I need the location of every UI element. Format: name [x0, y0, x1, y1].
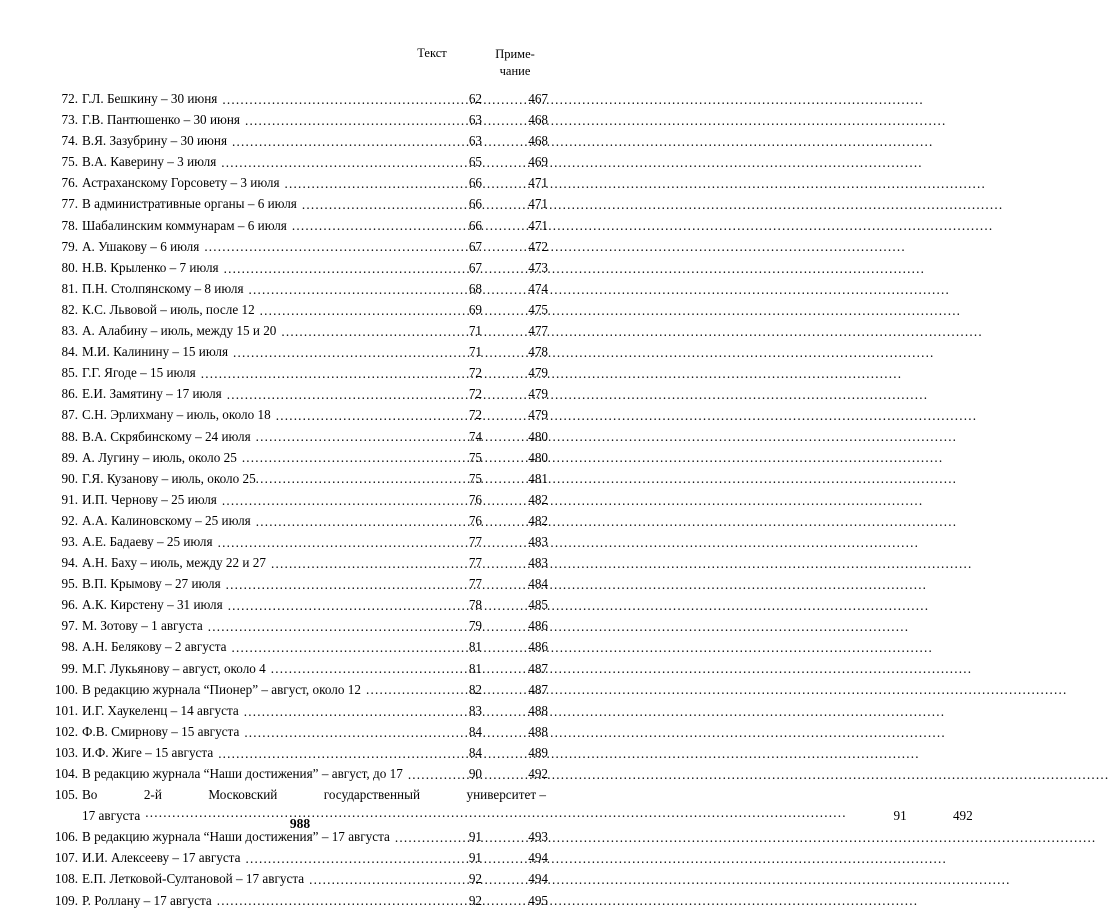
toc-entry-body	[82, 658, 422, 679]
toc-entry-title: В редакцию журнала “Наши достижения” – август, до 17	[82, 766, 403, 781]
toc-entry-body	[82, 890, 422, 911]
toc-entry-title: С.Н. Эрлихману – июль, около 18	[82, 407, 271, 423]
toc-entry-note: 471	[528, 196, 548, 212]
toc-entry	[48, 700, 548, 721]
toc-entry-page: 72	[468, 365, 482, 381]
toc-entry	[48, 447, 548, 468]
toc-entry	[48, 426, 548, 447]
toc-entry-body	[82, 320, 422, 341]
toc-entry-page: 71	[468, 323, 482, 339]
toc-entry	[48, 658, 548, 679]
toc-entry	[48, 130, 548, 151]
toc-entry	[48, 109, 548, 130]
toc-entry-number: 78.	[61, 217, 78, 233]
toc-entry-page: 72	[468, 386, 482, 402]
toc-entry	[48, 489, 548, 510]
toc-entry-note: 495	[528, 892, 548, 908]
toc-entry-body	[82, 109, 422, 130]
toc-entry-number: 81.	[61, 280, 78, 296]
toc-entry-page: 62	[468, 91, 482, 106]
toc-entry-number: 83.	[61, 323, 78, 339]
toc-entry-page: 74	[468, 428, 482, 444]
toc-entry-title: А. Лугину – июль, около 25	[82, 449, 237, 465]
toc-entry	[48, 636, 548, 657]
toc-entry-note: 471	[528, 175, 548, 191]
toc-entry-body	[82, 531, 422, 552]
toc-entry-page: 91	[893, 808, 907, 824]
dot-leader	[302, 197, 1004, 210]
toc-entry	[48, 763, 548, 784]
toc-entry-page: 77	[468, 555, 482, 571]
toc-entry-body	[82, 721, 422, 742]
toc-entry	[48, 88, 548, 109]
toc-entry-note: 487	[528, 660, 548, 676]
toc-entry-note: 469	[528, 154, 548, 170]
toc-entry-body	[82, 468, 422, 489]
toc-entry-number: 86.	[61, 386, 78, 402]
toc-entry	[48, 679, 548, 700]
toc-entry	[48, 868, 548, 889]
dot-leader	[256, 430, 958, 443]
toc-entry-page: 76	[468, 512, 482, 528]
toc-entry-note: 482	[528, 512, 548, 528]
toc-entry	[48, 299, 548, 320]
toc-entry	[48, 552, 548, 573]
toc-entry-note: 489	[528, 744, 548, 760]
dot-leader	[271, 662, 973, 675]
toc-entry-title: А.А. Калиновскому – 25 июля	[82, 512, 251, 528]
table-of-contents	[48, 88, 973, 911]
toc-entry-number: 96.	[61, 597, 78, 613]
toc-entry-title-word: государственный	[323, 787, 421, 803]
toc-entry-page: 92	[468, 871, 482, 887]
toc-entry-title: В.А. Каверину – 3 июля	[82, 154, 217, 170]
toc-entry-note: 494	[528, 850, 548, 866]
toc-entry-number: 104.	[54, 766, 78, 781]
toc-entry-number: 108.	[54, 871, 78, 887]
toc-entry-page: 82	[468, 681, 482, 697]
toc-entry-title-word: Во	[82, 787, 98, 803]
toc-entry-body	[82, 742, 422, 763]
toc-entry-page: 81	[468, 660, 482, 676]
toc-entry-number: 89.	[61, 449, 78, 465]
toc-entry-note: 468	[528, 112, 548, 128]
toc-entry-title: К.С. Львовой – июль, после 12	[82, 301, 255, 317]
dot-leader	[256, 472, 958, 485]
toc-entry-body	[82, 215, 422, 236]
toc-entry-title: Г.Я. Кузанову – июль, около 25	[82, 470, 256, 486]
dot-leader	[208, 619, 910, 632]
toc-entry-page: 66	[468, 175, 482, 191]
toc-entry-body	[82, 88, 422, 109]
toc-entry-body	[82, 299, 422, 320]
toc-entry-title: Е.И. Замятину – 17 июля	[82, 386, 222, 402]
toc-entry-number: 93.	[61, 533, 78, 549]
dot-leader	[366, 683, 1068, 696]
toc-entry	[48, 404, 548, 425]
toc-entry-page: 90	[468, 766, 482, 781]
toc-entry-note: 474	[528, 280, 548, 296]
toc-entry	[48, 890, 548, 911]
dot-leader	[256, 514, 958, 527]
toc-entry-page: 63	[468, 133, 482, 149]
toc-entry-body	[82, 763, 422, 784]
toc-entry-page: 65	[468, 154, 482, 170]
toc-entry-number: 79.	[61, 238, 78, 254]
toc-entry-title: И.Ф. Жиге – 15 августа	[82, 744, 214, 760]
toc-entry-title: Г.Г. Ягоде – 15 июля	[82, 365, 196, 381]
toc-entry-page: 76	[468, 491, 482, 507]
toc-entry-line-1	[48, 784, 548, 805]
toc-entry-body	[82, 636, 422, 657]
toc-entry-number: 105.	[54, 787, 78, 803]
toc-entry-body	[82, 383, 422, 404]
toc-entry-page: 77	[468, 533, 482, 549]
toc-entry-title: А. Ушакову – 6 июля	[82, 238, 200, 254]
dot-leader	[309, 872, 1011, 885]
toc-entry-title: М. Зотову – 1 августа	[82, 618, 203, 634]
toc-entry-body	[82, 847, 422, 868]
toc-entry-body	[82, 868, 422, 889]
toc-entry-note: 479	[528, 365, 548, 381]
toc-entry-number: 85.	[61, 365, 78, 381]
toc-entry-title: Астраханскому Горсовету – 3 июля	[82, 175, 280, 191]
toc-entry-note: 480	[528, 449, 548, 465]
toc-entry-number: 91.	[61, 491, 78, 507]
toc-entry-body	[82, 489, 422, 510]
toc-entry-page: 66	[468, 217, 482, 233]
toc-entry-title-word: Московский	[208, 787, 278, 803]
toc-entry-note: 471	[528, 217, 548, 233]
toc-entry-title-word: 2-й	[143, 787, 162, 803]
toc-entry-page: 69	[468, 301, 482, 317]
toc-entry-note: 468	[528, 133, 548, 149]
toc-entry-body	[82, 510, 422, 531]
toc-entry-title: М.Г. Лукьянову – август, около 4	[82, 660, 266, 676]
toc-entry	[48, 278, 548, 299]
toc-entry-note: 467	[528, 91, 548, 106]
toc-entry	[48, 573, 548, 594]
toc-entry-number: 74.	[61, 133, 78, 149]
dot-leader	[227, 387, 929, 400]
toc-entry-title: В редакцию журнала “Пионер” – август, около 12	[82, 681, 361, 697]
toc-entry-page: 81	[468, 639, 482, 655]
toc-entry-page: 91	[468, 829, 482, 845]
dot-leader	[224, 261, 926, 274]
column-header-note-line2: чание	[499, 63, 531, 78]
toc-entry-body	[82, 257, 422, 278]
toc-entry	[48, 193, 548, 214]
toc-entry-body	[82, 594, 422, 615]
dot-leader	[245, 851, 947, 864]
toc-entry-note: 479	[528, 407, 548, 423]
toc-entry-title: П.Н. Столпянскому – 8 июля	[82, 280, 244, 296]
toc-entry-title: Г.Л. Бешкину – 30 июня	[82, 91, 218, 106]
toc-entry-note: 492	[952, 808, 973, 824]
toc-entry-page: 84	[468, 723, 482, 739]
toc-entry-number: 102.	[54, 723, 78, 739]
toc-entry-page: 63	[468, 112, 482, 128]
toc-entry	[48, 383, 548, 404]
toc-entry-body	[82, 552, 422, 573]
toc-entry	[48, 320, 548, 341]
toc-entry-note: 485	[528, 597, 548, 613]
dot-leader	[249, 282, 951, 295]
toc-entry	[48, 257, 548, 278]
toc-entry-note: 493	[528, 829, 548, 845]
toc-entry-note: 482	[528, 491, 548, 507]
toc-entry-page: 84	[468, 744, 482, 760]
toc-entry-page: 79	[468, 618, 482, 634]
toc-entry-number: 80.	[61, 259, 78, 275]
toc-entry-title: И.П. Чернову – 25 июля	[82, 491, 217, 507]
toc-entry	[48, 236, 548, 257]
column-headers	[48, 46, 548, 92]
dot-leader	[222, 92, 924, 105]
toc-entry-title: В.Я. Зазубрину – 30 июня	[82, 133, 228, 149]
toc-entry	[48, 721, 548, 742]
toc-entry-body	[82, 236, 422, 257]
toc-entry-note: 487	[528, 681, 548, 697]
toc-entry-body	[82, 573, 422, 594]
toc-entry-page: 66	[468, 196, 482, 212]
toc-entry-note: 473	[528, 259, 548, 275]
toc-entry-number: 82.	[61, 301, 78, 317]
toc-entry-body	[82, 278, 422, 299]
toc-entry	[48, 151, 548, 172]
toc-entry-page: 92	[468, 892, 482, 908]
toc-entry	[48, 215, 548, 236]
dot-leader	[218, 535, 920, 548]
dot-leader	[395, 830, 1097, 843]
toc-entry-title: А. Алабину – июль, между 15 и 20	[82, 323, 277, 339]
toc-entry	[48, 510, 548, 531]
toc-entry-note: 481	[528, 470, 548, 486]
dot-leader	[271, 556, 973, 569]
toc-entry-page: 91	[468, 850, 482, 866]
toc-entry	[48, 341, 548, 362]
toc-entry-note: 486	[528, 639, 548, 655]
toc-entry-note: 492	[528, 766, 548, 781]
toc-entry-title: А.Н. Баху – июль, между 22 и 27	[82, 555, 266, 571]
toc-entry-title-word: университет –	[466, 787, 546, 803]
toc-entry-note: 472	[528, 238, 548, 254]
dot-leader	[228, 598, 930, 611]
toc-entry-title: А.К. Кирстену – 31 июля	[82, 597, 223, 613]
dot-leader	[201, 366, 903, 379]
toc-entry-note: 483	[528, 555, 548, 571]
toc-entry-note: 488	[528, 702, 548, 718]
toc-entry-note: 475	[528, 301, 548, 317]
toc-entry-page: 83	[468, 702, 482, 718]
toc-entry-number: 106.	[54, 829, 78, 845]
toc-entry-title: В.А. Скрябинскому – 24 июля	[82, 428, 251, 444]
toc-entry-number: 99.	[61, 660, 78, 676]
toc-entry	[48, 172, 548, 193]
dot-leader	[244, 725, 946, 738]
dot-leader	[285, 176, 987, 189]
toc-entry-page: 72	[468, 407, 482, 423]
page-folio: 988	[289, 816, 311, 831]
toc-entry-note: 486	[528, 618, 548, 634]
toc-entry-title	[82, 784, 548, 805]
toc-entry-title: А.Е. Бадаеву – 25 июля	[82, 533, 213, 549]
toc-entry-page: 77	[468, 576, 482, 592]
toc-entry-title: Н.В. Крыленко – 7 июля	[82, 259, 219, 275]
toc-entry-title: Ф.В. Смирнову – 15 августа	[82, 723, 240, 739]
toc-entry	[48, 468, 548, 489]
dot-leader	[217, 894, 919, 907]
toc-entry-body	[82, 362, 422, 383]
column-header-note	[482, 46, 548, 80]
toc-entry	[48, 531, 548, 552]
dot-leader	[221, 155, 923, 168]
toc-entry-title: В редакцию журнала “Наши достижения” – 17 августа	[82, 829, 390, 845]
toc-entry-page: 78	[468, 597, 482, 613]
toc-entry	[48, 362, 548, 383]
toc-entry-body	[82, 341, 422, 362]
toc-entry-note: 480	[528, 428, 548, 444]
toc-entry-note: 494	[528, 871, 548, 887]
toc-entry-title: Г.В. Пантюшенко – 30 июня	[82, 112, 240, 128]
toc-entry-number: 97.	[61, 618, 78, 634]
toc-entry-number: 73.	[61, 112, 78, 128]
dot-leader	[204, 240, 906, 253]
toc-entry-page: 67	[468, 238, 482, 254]
toc-entry	[48, 742, 548, 763]
dot-leader	[281, 324, 983, 337]
toc-entry-title: М.И. Калинину – 15 июля	[82, 344, 229, 360]
toc-entry-page: 67	[468, 259, 482, 275]
toc-entry-title: А.Н. Белякову – 2 августа	[82, 639, 227, 655]
toc-entry-body	[82, 193, 422, 214]
toc-entry-body	[82, 679, 422, 700]
dot-leader	[233, 345, 935, 358]
toc-entry-title: Е.П. Летковой-Султановой – 17 августа	[82, 871, 305, 887]
toc-entry-note: 477	[528, 323, 548, 339]
toc-entry-number: 100.	[54, 681, 78, 697]
toc-entry-number: 95.	[61, 576, 78, 592]
toc-entry-body	[82, 700, 422, 721]
toc-entry-title-continued: 17 августа	[82, 808, 141, 824]
toc-entry-body	[82, 404, 422, 425]
dot-leader	[276, 408, 978, 421]
toc-entry-number: 77.	[61, 196, 78, 212]
toc-entry-body	[82, 426, 422, 447]
toc-entry	[48, 615, 548, 636]
toc-entry-title: И.И. Алексееву – 17 августа	[82, 850, 241, 866]
dot-leader	[222, 493, 924, 506]
dot-leader	[232, 640, 934, 653]
toc-entry	[48, 847, 548, 868]
dot-leader	[218, 746, 920, 759]
toc-entry-number: 90.	[61, 470, 78, 486]
toc-entry-number: 87.	[61, 407, 78, 423]
toc-entry-page: 75	[468, 470, 482, 486]
toc-entry-page: 71	[468, 344, 482, 360]
toc-entry-page: 68	[468, 280, 482, 296]
toc-entry-number: 101.	[54, 702, 78, 718]
toc-entry-number: 103.	[54, 744, 78, 760]
toc-entry-body	[82, 615, 422, 636]
toc-entry-title: В.П. Крымову – 27 июля	[82, 576, 221, 592]
dot-leader	[245, 113, 947, 126]
toc-entry-number: 109.	[54, 892, 78, 908]
toc-entry-number: 88.	[61, 428, 78, 444]
toc-entry-number: 107.	[54, 850, 78, 866]
dot-leader	[292, 219, 994, 232]
toc-entry	[48, 594, 548, 615]
toc-entry-body	[82, 172, 422, 193]
toc-entry-number: 72.	[61, 91, 78, 106]
toc-entry-number: 92.	[61, 512, 78, 528]
dot-leader	[260, 303, 962, 316]
toc-entry-note: 484	[528, 576, 548, 592]
dot-leader	[226, 577, 928, 590]
toc-entry-number: 75.	[61, 154, 78, 170]
toc-entry-title: И.Г. Хаукеленц – 14 августа	[82, 702, 239, 718]
toc-entry-number: 94.	[61, 555, 78, 571]
dot-leader	[408, 767, 1109, 780]
toc-entry-title: В административные органы – 6 июля	[82, 196, 297, 212]
dot-leader	[232, 134, 934, 147]
toc-entry-number: 84.	[61, 344, 78, 360]
dot-leader	[242, 451, 944, 464]
toc-entry-note: 479	[528, 386, 548, 402]
toc-entry-number: 98.	[61, 639, 78, 655]
toc-entry-page: 75	[468, 449, 482, 465]
toc-entry-number: 76.	[61, 175, 78, 191]
toc-entry-body	[82, 151, 422, 172]
toc-entry-body	[82, 447, 422, 468]
toc-entry-title: Р. Роллану – 17 августа	[82, 892, 212, 908]
toc-entry-note: 478	[528, 344, 548, 360]
toc-entry-title: Шабалинским коммунарам – 6 июля	[82, 217, 287, 233]
toc-entry-note: 483	[528, 533, 548, 549]
toc-entry-body	[82, 130, 422, 151]
dot-leader	[244, 704, 946, 717]
column-header-text: Текст	[417, 46, 447, 60]
column-header-note-line1: Приме-	[495, 47, 535, 61]
toc-entry-note: 488	[528, 723, 548, 739]
